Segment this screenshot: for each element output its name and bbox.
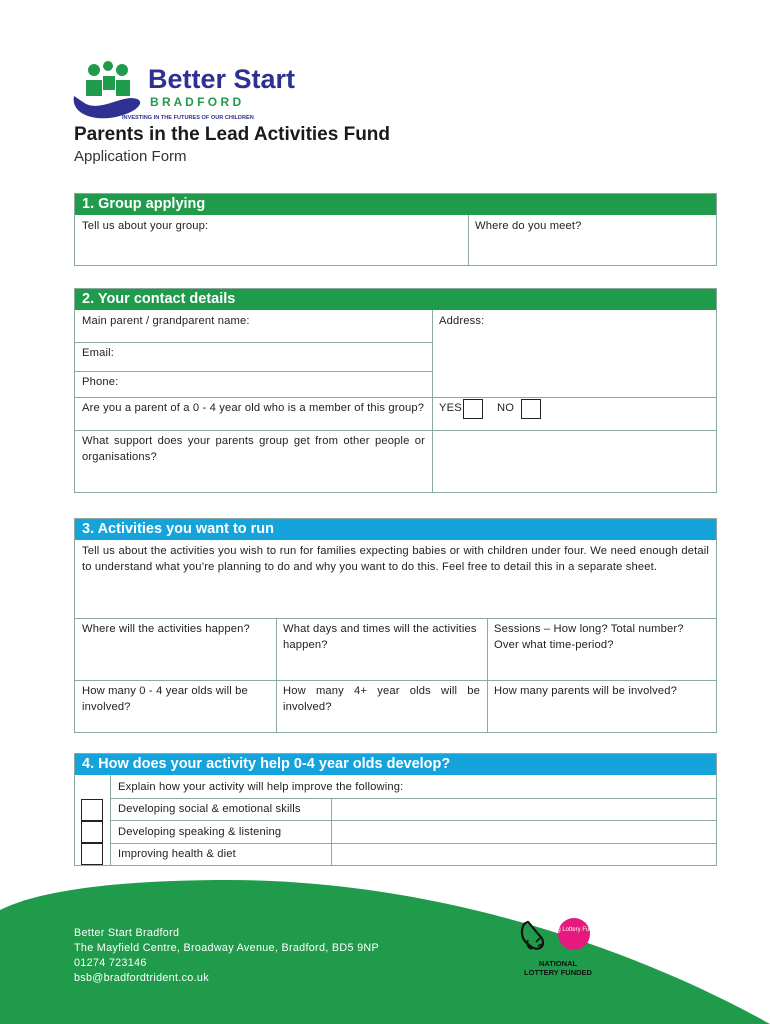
where-meet-field[interactable] [468, 215, 716, 264]
parents-involved-label: How many parents will be involved? [494, 685, 677, 697]
parent-name-label: Main parent / grandparent name: [82, 315, 250, 327]
parents-involved-field[interactable] [487, 680, 716, 732]
email-field[interactable] [75, 342, 432, 371]
sessions-label: Sessions – How long? Total number? Over what time-period? [494, 623, 684, 651]
speaking-listening-checkbox[interactable] [81, 821, 103, 843]
footer-address: The Mayfield Centre, Broadway Avenue, Bradford, BD5 9NP [74, 942, 379, 954]
email-label: Email: [82, 347, 114, 359]
footer-email: bsb@bradfordtrident.co.uk [74, 972, 209, 984]
yes-checkbox[interactable] [463, 399, 483, 419]
lottery-funded-line2: LOTTERY FUNDED [524, 968, 592, 977]
logo-sub: B R A D F O R D [150, 95, 242, 109]
speaking-listening-label: Developing speaking & listening [118, 826, 282, 838]
section-4-heading: 4. How does your activity help 0-4 year olds develop? [75, 754, 716, 775]
social-emotional-checkbox[interactable] [81, 799, 103, 821]
under4-field[interactable] [75, 680, 276, 732]
under4-label: How many 0 - 4 year olds will be involved? [82, 685, 248, 713]
page-subtitle: Application Form [74, 148, 187, 165]
footer-phone: 01274 723146 [74, 957, 147, 969]
section-3-heading: 3. Activities you want to run [75, 519, 716, 540]
section-1-heading: 1. Group applying [75, 194, 716, 215]
explain-text: Explain how your activity will help improve the following: [118, 781, 404, 793]
over4-field[interactable] [276, 680, 487, 732]
when-activities-label: What days and times will the activities happen? [283, 623, 477, 651]
social-emotional-field[interactable] [332, 799, 716, 820]
section-development [74, 753, 717, 866]
section-activities [74, 518, 717, 733]
health-diet-checkbox[interactable] [81, 843, 103, 865]
parent-question: Are you a parent of a 0 - 4 year old who is a member of this group? [82, 402, 425, 414]
logo-name: Better Start [148, 64, 296, 94]
when-activities-field[interactable] [276, 618, 487, 680]
activities-intro-field[interactable] [75, 540, 716, 618]
address-label: Address: [439, 315, 485, 327]
page-title: Parents in the Lead Activities Fund [74, 124, 391, 145]
health-diet-label: Improving health & diet [118, 848, 236, 860]
where-activities-field[interactable] [75, 618, 276, 680]
address-field[interactable] [432, 310, 716, 397]
sessions-field[interactable] [487, 618, 716, 680]
footer-org: Better Start Bradford [74, 927, 180, 939]
parent-name-field[interactable] [75, 310, 432, 342]
support-answer-field[interactable] [432, 430, 716, 491]
speaking-listening-field[interactable] [332, 821, 716, 843]
over4-label: How many 4+ year olds will be involved? [283, 685, 480, 713]
where-activities-label: Where will the activities happen? [82, 623, 250, 635]
about-group-label: Tell us about your group: [82, 220, 209, 232]
national-lottery-funded-logo [514, 916, 604, 978]
no-checkbox[interactable] [521, 399, 541, 419]
yes-label: YES [439, 402, 462, 414]
health-diet-field[interactable] [332, 844, 716, 865]
footer-contact [74, 926, 379, 986]
support-question: What support does your parents group get from other people or organisations? [82, 435, 425, 463]
phone-field[interactable] [75, 371, 432, 397]
section-2-heading: 2. Your contact details [75, 289, 716, 310]
better-start-bradford-logo [70, 58, 330, 124]
no-label: NO [497, 402, 515, 414]
social-emotional-label: Developing social & emotional skills [118, 803, 301, 815]
section-group-applying [74, 193, 717, 266]
section-contact-details [74, 288, 717, 493]
activities-intro: Tell us about the activities you wish to run for families expecting babies or with children under four. We need enough detail to understand what you’re planning to do and why you want to do this. Feel free to detail this in a separate sheet. [82, 545, 709, 573]
big-lottery-text: Big Lottery Fund [551, 927, 597, 933]
logo-tagline: INVESTING IN THE FUTURES OF OUR CHILDREN [122, 115, 254, 121]
where-meet-label: Where do you meet? [475, 220, 582, 232]
phone-label: Phone: [82, 376, 119, 388]
lottery-funded-line1: NATIONAL [538, 959, 578, 968]
about-group-field[interactable] [75, 215, 468, 264]
